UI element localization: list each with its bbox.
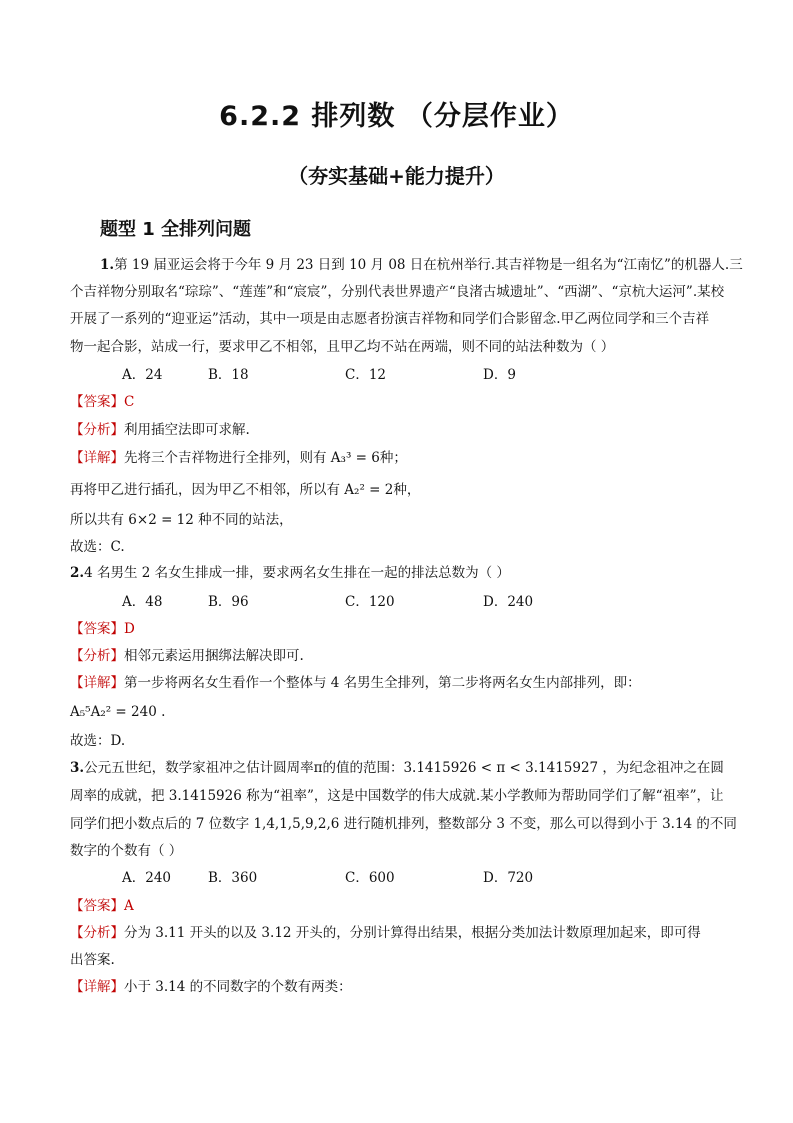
q3-analysis-1 [70, 923, 701, 943]
q1-stem-3: 开展了一系列的“迎亚运”活动，其中一项是由志愿者扮演吉祥物和同学们合影留念.甲乙两位同学和三个吉祥 [70, 311, 710, 327]
detail-text: 第一步将两名女生看作一个整体与 4 名男生全排列，第二步将两名女生内部排列，即： [124, 675, 641, 691]
q2-number: 2. [70, 565, 85, 581]
q3-detail-1 [70, 977, 352, 997]
analysis-text: 分为 3.11 开头的以及 3.12 开头的，分别计算得出结果，根据分类加法计数原理加起来，即可得 [124, 925, 701, 941]
q3-line-1 [70, 758, 724, 778]
q3-option-d: D．720 [483, 870, 534, 886]
q2-line-1 [70, 563, 510, 583]
page-title: 6.2.2 排列数 （分层作业） [219, 101, 574, 132]
q2-option-d: D．240 [483, 594, 534, 610]
answer-tag: 【答案】 [70, 621, 124, 637]
q3-answer [70, 896, 134, 916]
q1-line-1 [100, 255, 743, 275]
section-heading: 题型 1 全排列问题 [100, 219, 252, 240]
q3-stem-1: 公元五世纪，数学家祖冲之估计圆周率π的值的范围：3.1415926 < π < 3.1415927 ，为纪念祖冲之在圆 [84, 760, 724, 776]
q3-stem-4: 数字的个数有（ ） [70, 843, 183, 859]
analysis-tag: 【分析】 [70, 422, 124, 438]
q2-analysis [70, 646, 304, 666]
q1-detail-4: 故选：C. [70, 539, 125, 555]
q1-number: 1. [100, 257, 115, 273]
q3-stem-3: 同学们把小数点后的 7 位数字 1,4,1,5,9,2,6 进行随机排列，整数部分 3 不变，那么可以得到小于 3.14 的不同 [70, 816, 737, 832]
detail-text: 先将三个吉祥物进行全排列，则有 A₃³ = 6种； [124, 450, 407, 466]
q1-detail-3: 所以共有 6×2 = 12 种不同的站法， [70, 512, 293, 528]
detail-tag: 【详解】 [70, 979, 124, 995]
q1-option-b: B．18 [208, 367, 249, 383]
q1-stem-4: 物一起合影，站成一行，要求甲乙不相邻，且甲乙均不站在两端，则不同的站法种数为（ ） [70, 339, 615, 355]
q2-answer [70, 619, 135, 639]
page-subtitle: （夯实基础+能力提升） [288, 164, 505, 188]
q1-stem-1: 第 19 届亚运会将于今年 9 月 23 日到 10 月 08 日在杭州举行.其吉祥物是一组名为“江南忆”的机器人.三 [114, 257, 743, 273]
q2-detail-1 [70, 673, 641, 693]
q2-detail-2: A₅⁵A₂² = 240 . [70, 704, 166, 720]
detail-text: 小于 3.14 的不同数字的个数有两类： [124, 979, 352, 995]
q3-option-b: B．360 [208, 870, 258, 886]
q3-analysis-2: 出答案. [70, 952, 115, 968]
answer-value: A [124, 898, 134, 914]
q2-stem: 4 名男生 2 名女生排成一排，要求两名女生排在一起的排法总数为（ ） [84, 565, 510, 581]
q2-detail-3: 故选：D. [70, 733, 126, 749]
answer-tag: 【答案】 [70, 898, 124, 914]
answer-tag: 【答案】 [70, 394, 124, 410]
q1-analysis [70, 420, 250, 440]
analysis-tag: 【分析】 [70, 648, 124, 664]
detail-tag: 【详解】 [70, 675, 124, 691]
q3-stem-2: 周率的成就，把 3.1415926 称为“祖率”，这是中国数学的伟大成就.某小学教师为帮助同学们了解“祖率”，让 [70, 788, 724, 804]
q2-option-a: A．48 [122, 594, 163, 610]
answer-value: D [124, 621, 135, 637]
q2-option-c: C．120 [345, 594, 395, 610]
q1-option-c: C．12 [345, 367, 387, 383]
q1-detail-1 [70, 448, 407, 468]
analysis-text: 相邻元素运用捆绑法解决即可. [124, 648, 304, 664]
q1-option-a: A．24 [122, 367, 163, 383]
analysis-text: 利用插空法即可求解. [124, 422, 250, 438]
q1-answer [70, 392, 134, 412]
q3-option-a: A．240 [122, 870, 172, 886]
q3-number: 3. [70, 760, 85, 776]
q1-stem-2: 个吉祥物分别取名“琮琮”、“莲莲”和“宸宸”，分别代表世界遗产“良渚古城遗址”、“西湖”、“京杭大运河”.某校 [70, 284, 725, 300]
detail-tag: 【详解】 [70, 450, 124, 466]
analysis-tag: 【分析】 [70, 925, 124, 941]
q1-option-d: D．9 [483, 367, 516, 383]
q3-option-c: C．600 [345, 870, 395, 886]
q2-option-b: B．96 [208, 594, 249, 610]
q1-detail-2: 再将甲乙进行插孔，因为甲乙不相邻，所以有 A₂² = 2种， [70, 482, 421, 498]
answer-value: C [124, 394, 135, 410]
